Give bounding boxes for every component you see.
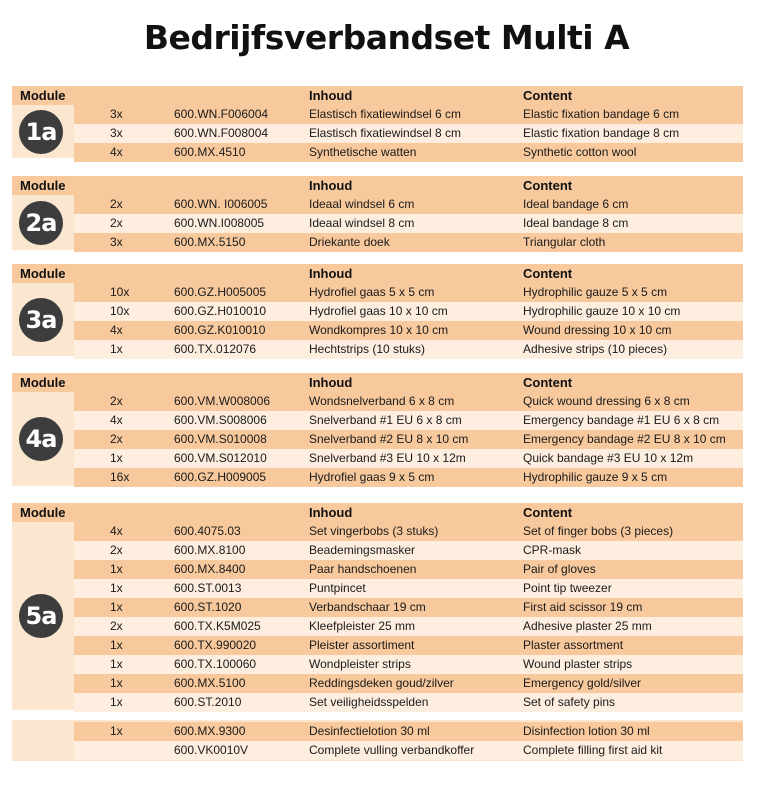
module-label: Module bbox=[20, 375, 66, 390]
article-code-cell: 600.VM.S010008 bbox=[174, 432, 267, 446]
article-code-cell: 600.ST.0013 bbox=[174, 581, 242, 595]
article-code-cell: 600.GZ.H009005 bbox=[174, 470, 267, 484]
article-code-cell: 600.VM.S012010 bbox=[174, 451, 267, 465]
inhoud-label: Inhoud bbox=[309, 88, 353, 103]
dutch-description-cell: Wondpleister strips bbox=[309, 657, 411, 671]
quantity-cell: 1x bbox=[110, 451, 123, 465]
table-row bbox=[74, 598, 743, 617]
quantity-cell: 2x bbox=[110, 619, 123, 633]
article-code-cell: 600.GZ.K010010 bbox=[174, 323, 266, 337]
english-description-cell: Quick wound dressing 6 x 8 cm bbox=[523, 394, 690, 408]
english-description-cell: Hydrophilic gauze 10 x 10 cm bbox=[523, 304, 681, 318]
dutch-description-cell: Elastisch fixatiewindsel 8 cm bbox=[309, 126, 462, 140]
english-description-cell: Wound plaster strips bbox=[523, 657, 633, 671]
article-code-cell: 600.VM.W008006 bbox=[174, 394, 271, 408]
module-block-1a bbox=[12, 86, 743, 158]
dutch-description-cell: Set veiligheidsspelden bbox=[309, 695, 429, 709]
module-header-row bbox=[12, 264, 743, 283]
table-row bbox=[74, 674, 743, 693]
quantity-cell: 2x bbox=[110, 216, 123, 230]
dutch-description-cell: Desinfectielotion 30 ml bbox=[309, 724, 430, 738]
table-row bbox=[74, 741, 743, 760]
content-label: Content bbox=[523, 266, 573, 281]
module-label: Module bbox=[20, 266, 66, 281]
table-row bbox=[74, 617, 743, 636]
dutch-description-cell: Ideaal windsel 8 cm bbox=[309, 216, 415, 230]
dutch-description-cell: Hydrofiel gaas 5 x 5 cm bbox=[309, 285, 435, 299]
dutch-description-cell: Snelverband #2 EU 8 x 10 cm bbox=[309, 432, 469, 446]
module-block-3a bbox=[12, 264, 743, 356]
quantity-cell: 4x bbox=[110, 413, 123, 427]
quantity-cell: 1x bbox=[110, 581, 123, 595]
english-description-cell: Set of safety pins bbox=[523, 695, 616, 709]
content-label: Content bbox=[523, 88, 573, 103]
article-code-cell: 600.VK0010V bbox=[174, 743, 249, 757]
module-header-row bbox=[12, 503, 743, 522]
quantity-cell: 4x bbox=[110, 524, 123, 538]
quantity-cell: 3x bbox=[110, 107, 123, 121]
inhoud-label: Inhoud bbox=[309, 505, 353, 520]
english-description-cell: CPR-mask bbox=[523, 543, 582, 557]
dutch-description-cell: Snelverband #1 EU 6 x 8 cm bbox=[309, 413, 462, 427]
english-description-cell: Complete filling first aid kit bbox=[523, 743, 663, 757]
quantity-cell: 3x bbox=[110, 235, 123, 249]
table-row bbox=[74, 392, 743, 411]
table-row bbox=[74, 233, 743, 252]
quantity-cell: 2x bbox=[110, 394, 123, 408]
english-description-cell: Elastic fixation bandage 8 cm bbox=[523, 126, 680, 140]
article-code-cell: 600.GZ.H005005 bbox=[174, 285, 267, 299]
table-row bbox=[74, 541, 743, 560]
dutch-description-cell: Complete vulling verbandkoffer bbox=[309, 743, 475, 757]
article-code-cell: 600.TX.K5M025 bbox=[174, 619, 261, 633]
english-description-cell: Emergency gold/silver bbox=[523, 676, 642, 690]
module-header-row bbox=[12, 373, 743, 392]
module-number-badge: 5a bbox=[19, 594, 63, 638]
table-row bbox=[74, 321, 743, 340]
english-description-cell: Ideal bandage 8 cm bbox=[523, 216, 629, 230]
english-description-cell: Quick bandage #3 EU 10 x 12m bbox=[523, 451, 694, 465]
dutch-description-cell: Pleister assortiment bbox=[309, 638, 415, 652]
english-description-cell: Triangular cloth bbox=[523, 235, 606, 249]
page-title: Bedrijfsverbandset Multi A bbox=[143, 18, 630, 57]
extra-items-block bbox=[12, 720, 743, 761]
inhoud-label: Inhoud bbox=[309, 178, 353, 193]
english-description-cell: Elastic fixation bandage 6 cm bbox=[523, 107, 680, 121]
table-row bbox=[74, 105, 743, 124]
quantity-cell: 1x bbox=[110, 724, 123, 738]
module-number-badge: 1a bbox=[19, 110, 63, 154]
article-code-cell: 600.WN.I008005 bbox=[174, 216, 265, 230]
table-row bbox=[74, 560, 743, 579]
article-code-cell: 600.TX.012076 bbox=[174, 342, 257, 356]
quantity-cell: 1x bbox=[110, 676, 123, 690]
english-description-cell: Emergency bandage #1 EU 6 x 8 cm bbox=[523, 413, 720, 427]
article-code-cell: 600.ST.2010 bbox=[174, 695, 242, 709]
article-code-cell: 600.MX.9300 bbox=[174, 724, 246, 738]
quantity-cell: 1x bbox=[110, 600, 123, 614]
english-description-cell: Adhesive plaster 25 mm bbox=[523, 619, 652, 633]
quantity-cell: 2x bbox=[110, 432, 123, 446]
table-row bbox=[74, 411, 743, 430]
article-code-cell: 600.VM.S008006 bbox=[174, 413, 267, 427]
module-number-badge: 3a bbox=[19, 298, 63, 342]
table-row bbox=[74, 214, 743, 233]
quantity-cell: 1x bbox=[110, 657, 123, 671]
module-label: Module bbox=[20, 88, 66, 103]
quantity-cell: 1x bbox=[110, 638, 123, 652]
module-block-2a bbox=[12, 176, 743, 250]
table-row bbox=[74, 449, 743, 468]
english-description-cell: Hydrophilic gauze 9 x 5 cm bbox=[523, 470, 668, 484]
table-row bbox=[74, 655, 743, 674]
english-description-cell: Pair of gloves bbox=[523, 562, 596, 576]
dutch-description-cell: Hechtstrips (10 stuks) bbox=[309, 342, 426, 356]
module-number-badge: 4a bbox=[19, 417, 63, 461]
article-code-cell: 600.TX.100060 bbox=[174, 657, 257, 671]
table-row bbox=[74, 722, 743, 741]
article-code-cell: 600.WN.F006004 bbox=[174, 107, 269, 121]
article-code-cell: 600.WN.F008004 bbox=[174, 126, 269, 140]
dutch-description-cell: Puntpincet bbox=[309, 581, 366, 595]
table-row bbox=[74, 468, 743, 487]
table-row bbox=[74, 143, 743, 162]
dutch-description-cell: Ideaal windsel 6 cm bbox=[309, 197, 415, 211]
dutch-description-cell: Wondsnelverband 6 x 8 cm bbox=[309, 394, 455, 408]
dutch-description-cell: Beademingsmasker bbox=[309, 543, 416, 557]
article-code-cell: 600.WN. I006005 bbox=[174, 197, 268, 211]
dutch-description-cell: Snelverband #3 EU 10 x 12m bbox=[309, 451, 466, 465]
quantity-cell: 3x bbox=[110, 126, 123, 140]
quantity-cell: 4x bbox=[110, 323, 123, 337]
content-label: Content bbox=[523, 505, 573, 520]
article-code-cell: 600.TX.990020 bbox=[174, 638, 257, 652]
table-row bbox=[74, 579, 743, 598]
quantity-cell: 1x bbox=[110, 342, 123, 356]
module-label: Module bbox=[20, 178, 66, 193]
inhoud-label: Inhoud bbox=[309, 266, 353, 281]
table-row bbox=[74, 124, 743, 143]
english-description-cell: Plaster assortment bbox=[523, 638, 624, 652]
dutch-description-cell: Hydrofiel gaas 9 x 5 cm bbox=[309, 470, 435, 484]
quantity-cell: 10x bbox=[110, 285, 130, 299]
dutch-description-cell: Kleefpleister 25 mm bbox=[309, 619, 416, 633]
english-description-cell: Emergency bandage #2 EU 8 x 10 cm bbox=[523, 432, 726, 446]
dutch-description-cell: Hydrofiel gaas 10 x 10 cm bbox=[309, 304, 448, 318]
article-code-cell: 600.GZ.H010010 bbox=[174, 304, 267, 318]
dutch-description-cell: Verbandschaar 19 cm bbox=[309, 600, 426, 614]
quantity-cell: 4x bbox=[110, 145, 123, 159]
module-block-5a bbox=[12, 503, 743, 710]
quantity-cell: 2x bbox=[110, 543, 123, 557]
english-description-cell: Ideal bandage 6 cm bbox=[523, 197, 629, 211]
dutch-description-cell: Set vingerbobs (3 stuks) bbox=[309, 524, 439, 538]
module-header-row bbox=[12, 86, 743, 105]
article-code-cell: 600.MX.8100 bbox=[174, 543, 246, 557]
dutch-description-cell: Paar handschoenen bbox=[309, 562, 417, 576]
module-header-row bbox=[12, 176, 743, 195]
article-code-cell: 600.4075.03 bbox=[174, 524, 241, 538]
table-row bbox=[74, 302, 743, 321]
english-description-cell: Hydrophilic gauze 5 x 5 cm bbox=[523, 285, 668, 299]
dutch-description-cell: Driekante doek bbox=[309, 235, 390, 249]
quantity-cell: 2x bbox=[110, 197, 123, 211]
dutch-description-cell: Wondkompres 10 x 10 cm bbox=[309, 323, 449, 337]
article-code-cell: 600.MX.8400 bbox=[174, 562, 246, 576]
module-block-4a bbox=[12, 373, 743, 486]
quantity-cell: 16x bbox=[110, 470, 130, 484]
english-description-cell: Point tip tweezer bbox=[523, 581, 612, 595]
article-code-cell: 600.MX.5150 bbox=[174, 235, 246, 249]
article-code-cell: 600.MX.5100 bbox=[174, 676, 246, 690]
module-number-badge: 2a bbox=[19, 201, 63, 245]
english-description-cell: Synthetic cotton wool bbox=[523, 145, 637, 159]
english-description-cell: Adhesive strips (10 pieces) bbox=[523, 342, 668, 356]
table-row bbox=[74, 693, 743, 712]
table-row bbox=[74, 340, 743, 359]
inhoud-label: Inhoud bbox=[309, 375, 353, 390]
english-description-cell: Disinfection lotion 30 ml bbox=[523, 724, 650, 738]
dutch-description-cell: Reddingsdeken goud/zilver bbox=[309, 676, 454, 690]
english-description-cell: Wound dressing 10 x 10 cm bbox=[523, 323, 672, 337]
english-description-cell: Set of finger bobs (3 pieces) bbox=[523, 524, 674, 538]
table-row bbox=[74, 195, 743, 214]
article-code-cell: 600.ST.1020 bbox=[174, 600, 242, 614]
table-row bbox=[74, 636, 743, 655]
english-description-cell: First aid scissor 19 cm bbox=[523, 600, 643, 614]
article-code-cell: 600.MX.4510 bbox=[174, 145, 246, 159]
module-label: Module bbox=[20, 505, 66, 520]
dutch-description-cell: Synthetische watten bbox=[309, 145, 417, 159]
quantity-cell: 10x bbox=[110, 304, 130, 318]
table-row bbox=[74, 430, 743, 449]
dutch-description-cell: Elastisch fixatiewindsel 6 cm bbox=[309, 107, 462, 121]
table-row bbox=[74, 283, 743, 302]
content-label: Content bbox=[523, 375, 573, 390]
quantity-cell: 1x bbox=[110, 695, 123, 709]
content-label: Content bbox=[523, 178, 573, 193]
table-row bbox=[74, 522, 743, 541]
quantity-cell: 1x bbox=[110, 562, 123, 576]
